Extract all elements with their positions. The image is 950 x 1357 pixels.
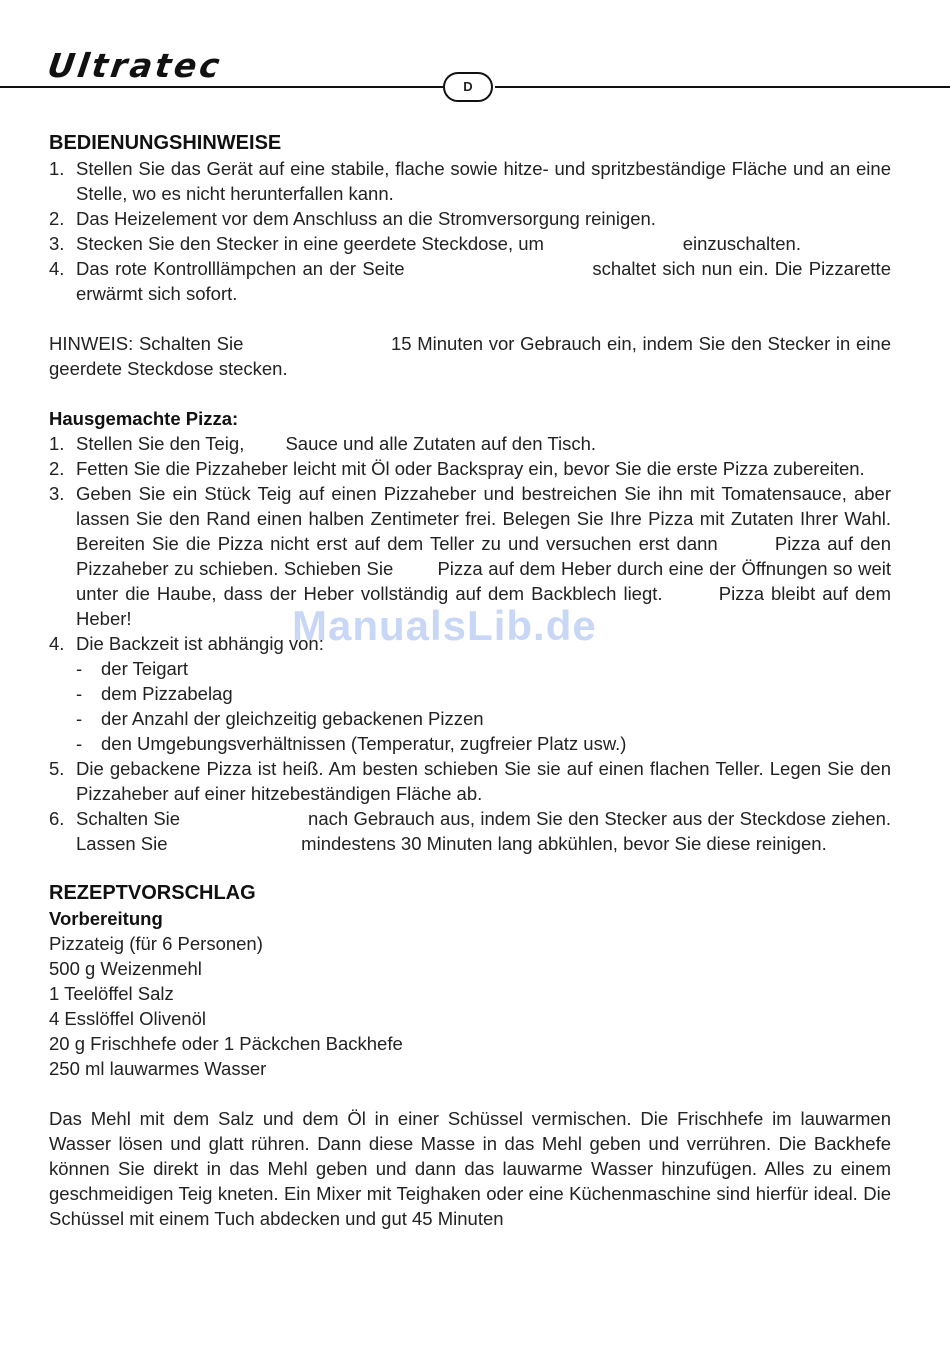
list-item: 3. Stecken Sie den Stecker in eine geerdete Steckdose, um einzuschalten. bbox=[49, 233, 801, 254]
list-item: - dem Pizzabelag bbox=[76, 681, 891, 706]
brand-logo: Ultratec bbox=[45, 46, 225, 85]
section-title-rezept: REZEPTVORSCHLAG bbox=[49, 882, 256, 904]
header-rule-left bbox=[0, 86, 443, 88]
list-item: - der Anzahl der gleichzeitig gebackenen Pizzen bbox=[76, 706, 891, 731]
watermark: ManualsLib.de bbox=[292, 602, 597, 649]
list-item: 20 g Frischhefe oder 1 Päckchen Backhefe bbox=[49, 1033, 403, 1054]
list-item: 250 ml lauwarmes Wasser bbox=[49, 1058, 267, 1079]
pizza-steps-list-continued bbox=[49, 756, 897, 856]
section-subtitle-vorbereitung: Vorbereitung bbox=[49, 908, 163, 929]
list-item: 1. Stellen Sie den Teig, Sauce und alle Zutaten auf den Tisch. bbox=[49, 433, 597, 454]
language-badge: D bbox=[443, 72, 493, 102]
list-item: 500 g Weizenmehl bbox=[49, 958, 202, 979]
baking-factors-list bbox=[49, 656, 891, 756]
list-item: - der Teigart bbox=[76, 656, 891, 681]
section-title-bedienung: BEDIENUNGSHINWEISE bbox=[49, 132, 282, 154]
list-item: 2. Das Heizelement vor dem Anschluss an die Stromversorgung reinigen. bbox=[49, 208, 656, 229]
list-item: 4. Die Backzeit ist abhängig von: bbox=[49, 633, 324, 654]
section-title-pizza: Hausgemachte Pizza: bbox=[49, 408, 239, 429]
list-item: 6. Schalten Sie nach Gebrauch aus, indem Sie den Stecker aus der Steckdose ziehen. Lassen Sie mindestens 30 Minuten lang abkühlen, bevor Sie diese reinigen. bbox=[49, 808, 897, 854]
operating-steps-list bbox=[49, 156, 897, 306]
recipe-instructions: Das Mehl mit dem Salz und dem Öl in einer Schüssel vermischen. Die Frischhefe im lauwarmen Wasser lösen und glatt rühren. Dann diese Masse in das Mehl geben und verrühren. Die Backhefe können Sie direkt in das Mehl geben und dann das lauwarme Wasser hinzufügen. Alles zu einem geschmeidigen Teig kneten. Ein Mixer mit Teighaken oder eine Küchenmaschine sind hierfür ideal. Die Schüssel mit einem Tuch abdecken und gut 45 Minuten bbox=[49, 1108, 891, 1229]
list-item: - den Umgebungsverhältnissen (Temperatur, zugfreier Platz usw.) bbox=[76, 731, 891, 756]
note-paragraph: HINWEIS: Schalten Sie 15 Minuten vor Gebrauch ein, indem Sie den Stecker in eine geerdete Steckdose stecken. bbox=[49, 333, 897, 379]
list-item: 4. Das rote Kontrolllämpchen an der Seite schaltet sich nun ein. Die Pizzarette erwärmt sich sofort. bbox=[49, 258, 897, 304]
list-item: 2. Fetten Sie die Pizzaheber leicht mit Öl oder Backspray ein, bevor Sie die erste Pizza zubereiten. bbox=[49, 458, 865, 479]
list-item: 3. Geben Sie ein Stück Teig auf einen Pizzaheber und bestreichen Sie ihn mit Tomatensauce, aber lassen Sie den Rand einen halben Zentimeter frei. Belegen Sie Ihre Pizza mit Zutaten Ihrer Wahl. Bereiten Sie die Pizza nicht erst auf dem Teller zu und versuchen erst dann Pizza auf den Pizzaheber zu schieben. Schieben Sie Pizza auf dem Heber durch eine der Öffnungen so weit unter die Haube, dass der Heber vollständig auf dem Backblech liegt. Pizza bleibt auf dem Heber! bbox=[49, 483, 897, 629]
page-content bbox=[49, 131, 897, 1231]
ingredients-list bbox=[49, 931, 891, 1081]
list-item: 1 Teelöffel Salz bbox=[49, 983, 174, 1004]
list-item: 4 Esslöffel Olivenöl bbox=[49, 1008, 206, 1029]
list-item: 1. Stellen Sie das Gerät auf eine stabile, flache sowie hitze- und spritzbeständige Fläche und an eine Stelle, wo es nicht herunterfallen kann. bbox=[49, 158, 891, 204]
header-rule-right bbox=[495, 86, 950, 88]
list-item: 5. Die gebackene Pizza ist heiß. Am besten schieben Sie sie auf einen flachen Teller. Legen Sie den Pizzaheber auf einer hitzebeständigen Fläche ab. bbox=[49, 758, 891, 804]
list-item: Pizzateig (für 6 Personen) bbox=[49, 933, 263, 954]
